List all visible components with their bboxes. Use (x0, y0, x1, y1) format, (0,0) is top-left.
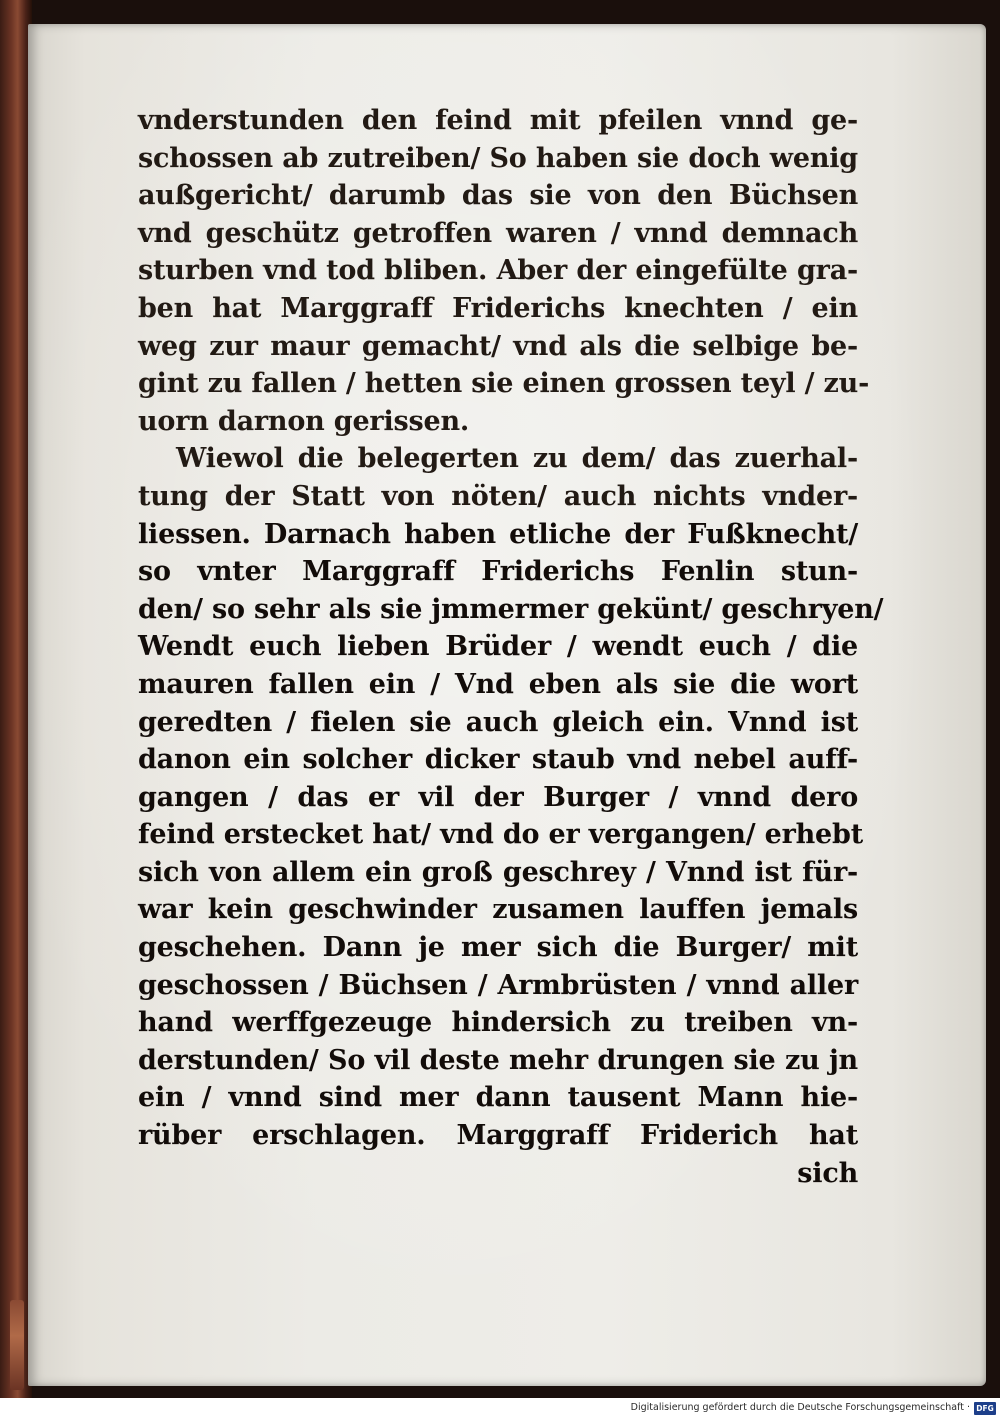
text-line: sturben vnd tod bliben. Aber der eingefülte gra- (138, 255, 858, 287)
text-line: Wendt euch lieben Brüder / wendt euch / die (138, 631, 858, 663)
text-line: vnd geschütz getroffen waren / vnnd demnach (138, 217, 858, 249)
text-line: weg zur maur gemacht/ vnd als die selbige be- (138, 330, 858, 362)
text-line: geredten / fielen sie auch gleich ein. Vnnd ist (138, 706, 858, 738)
text-line: geschehen. Dann je mer sich die Burger/ mit (138, 932, 858, 964)
text-line: vnderstunden den feind mit pfeilen vnnd ge- (138, 105, 858, 136)
dfg-logo-icon: DFG (974, 1402, 996, 1415)
text-line: hand werffgezeuge hindersich zu treiben vn- (138, 1007, 858, 1039)
text-line: so vnter Marggraff Friderichs Fenlin stun- (138, 556, 858, 588)
text-line: außgericht/ darumb das sie von den Büchsen (138, 180, 858, 212)
text-line: ein / vnnd sind mer dann tausent Mann hie- (138, 1082, 858, 1114)
text-line-paragraph-start: Wiewol die belegerten zu dem/ das zuerhal- (176, 443, 858, 475)
catchword: sich (797, 1157, 858, 1189)
text-line: sich von allem ein groß geschrey / Vnnd ist für- (138, 856, 858, 888)
page-text-block (138, 102, 884, 1192)
text-line: liessen. Darnach haben etliche der Fußknecht/ (138, 518, 858, 550)
text-line: uorn darnon gerissen. (138, 405, 470, 437)
text-line: feind erstecket hat/ vnd do er vergangen/ erhebt (138, 819, 863, 851)
text-line: ben hat Marggraff Friderichs knechten / ein (138, 292, 858, 324)
footer-bar (0, 1398, 1000, 1420)
funding-credit: Digitalisierung gefördert durch die Deutsche Forschungsgemeinschaft · (630, 1402, 970, 1413)
text-line: war kein geschwinder zusamen lauffen jemals (138, 894, 858, 926)
text-line: den/ so sehr als sie jmmermer gekünt/ geschryen/ (138, 593, 884, 625)
text-line: derstunden/ So vil deste mehr drungen sie zu jn (138, 1044, 858, 1076)
text-line: gangen / das er vil der Burger / vnnd dero (138, 781, 858, 813)
text-line: geschossen / Büchsen / Armbrüsten / vnnd aller (138, 969, 858, 1001)
text-line: rüber erschlagen. Marggraff Friderich hat (138, 1120, 858, 1152)
text-line: tung der Statt von nöten/ auch nichts vnder- (138, 480, 858, 512)
paper-page (28, 24, 986, 1386)
text-line: gint zu fallen / hetten sie einen grossen teyl / zu- (138, 368, 870, 400)
text-line: schossen ab zutreiben/ So haben sie doch wenig (138, 142, 858, 174)
text-line: danon ein solcher dicker staub vnd nebel auff- (138, 744, 858, 776)
text-line: mauren fallen ein / Vnd eben als sie die wort (138, 668, 858, 700)
